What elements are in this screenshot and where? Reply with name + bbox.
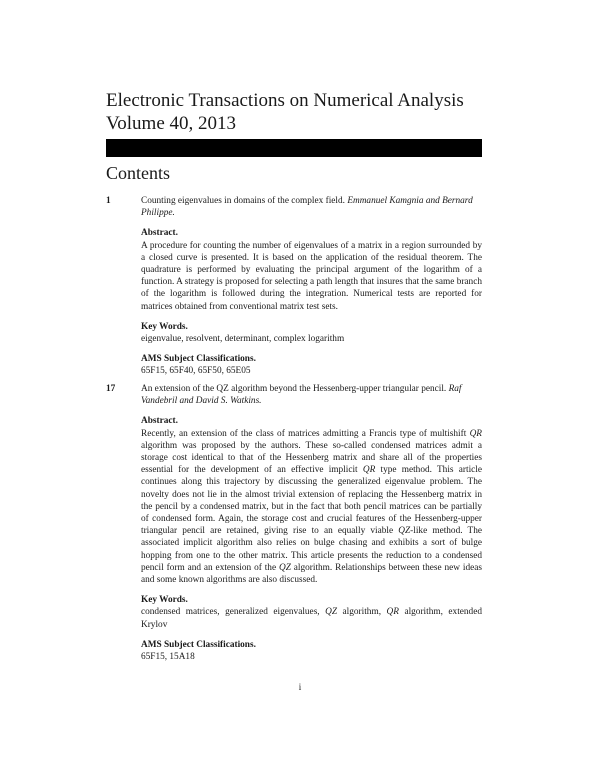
article-heading — [141, 195, 482, 219]
ams-label: AMS Subject Classifications. — [141, 354, 256, 365]
text-run: algorithm. Relationships between these new ideas and some known algorithms are also discussed. — [141, 562, 482, 586]
article-title[interactable]: Counting eigenvalues in domains of the complex field. — [141, 196, 345, 206]
text-run: Recently, an extension of the class of matrices admitting a Francis type of multishift — [141, 428, 470, 439]
journal-volume: Volume 40, 2013 — [106, 113, 237, 134]
article-heading — [141, 383, 482, 407]
abstract-label: Abstract. — [141, 416, 178, 427]
text-run: algorithm, — [337, 607, 387, 618]
keywords-text: eigenvalue, resolvent, determinant, complex logarithm — [141, 334, 345, 345]
keywords-text — [141, 606, 482, 630]
math-qz: QZ — [278, 562, 291, 573]
math-qz: QZ — [325, 607, 338, 618]
math-qr: QR — [469, 428, 482, 439]
math-qz: QZ — [398, 526, 411, 537]
article-authors: Emmanuel Kamgnia and Bernard Philippe. — [141, 196, 473, 219]
ams-label: AMS Subject Classifications. — [141, 639, 256, 650]
page-number: 1 — [106, 196, 111, 206]
text-run: algorithm was proposed by the authors. These so-called condensed matrices admit a storage cost identical to that of the Hessenberg matrix and share all of the properties essential for the development of an effective implicit — [141, 440, 482, 476]
text-run: -like method. The associated implicit algorithm also relies on bulge chasing and exhibits a sort of bulge hopping from one to the other matrix. This article presents the reduction to a condensed pencil form and an extension of the — [141, 526, 482, 573]
article-authors: Raf Vandebril and David S. Watkins. — [141, 384, 462, 407]
header-bar — [106, 139, 482, 157]
keywords-label: Key Words. — [141, 321, 188, 332]
toc-entry — [106, 383, 482, 663]
page-folio: i — [298, 682, 302, 692]
ams-codes: 65F15, 65F40, 65F50, 65E05 — [141, 366, 251, 377]
abstract-text: A procedure for counting the number of eigenvalues of a matrix in a region surrounded by a closed curve is presented. It is based on the application of the residual theorem. The quadrature is performed by evaluating the principal argument of the logarithm of a function. A strategy is proposed for selecting a path length that insures that the same branch of the logarithm is followed during the integration. Numerical tests are reported for matrices obtained from conventional matrix test sets. — [141, 240, 482, 312]
text-run: type method. This article continues along this trajectory by discussing the generalized eigenvalue problem. The novelty does not lie in the almost trivial extension of replacing the Hessenberg matrix in the pencil by a condensed matrix, but in the fact that both pencil matrices can be partially of condensed form. Again, the storage cost and crucial features of the Hessenberg-upper triangular pencil are retained, giving rise to an equally viable — [141, 465, 482, 537]
contents-heading: Contents — [106, 163, 171, 183]
ams-codes: 65F15, 15A18 — [141, 652, 195, 663]
article-title[interactable]: An extension of the QZ algorithm beyond the Hessenberg-upper triangular pencil. — [141, 384, 447, 394]
keywords-label: Key Words. — [141, 595, 188, 606]
math-qr: QR — [362, 465, 376, 476]
text-run: condensed matrices, generalized eigenvalues, — [141, 607, 326, 618]
math-qr: QR — [386, 607, 399, 618]
abstract-text — [141, 428, 482, 587]
text-run: algorithm, extended Krylov — [141, 607, 482, 630]
abstract-label: Abstract. — [141, 228, 178, 239]
toc-entry — [106, 195, 482, 378]
journal-name: Electronic Transactions on Numerical Analysis — [106, 90, 464, 111]
journal-title — [106, 89, 464, 135]
page-number: 17 — [106, 384, 116, 394]
